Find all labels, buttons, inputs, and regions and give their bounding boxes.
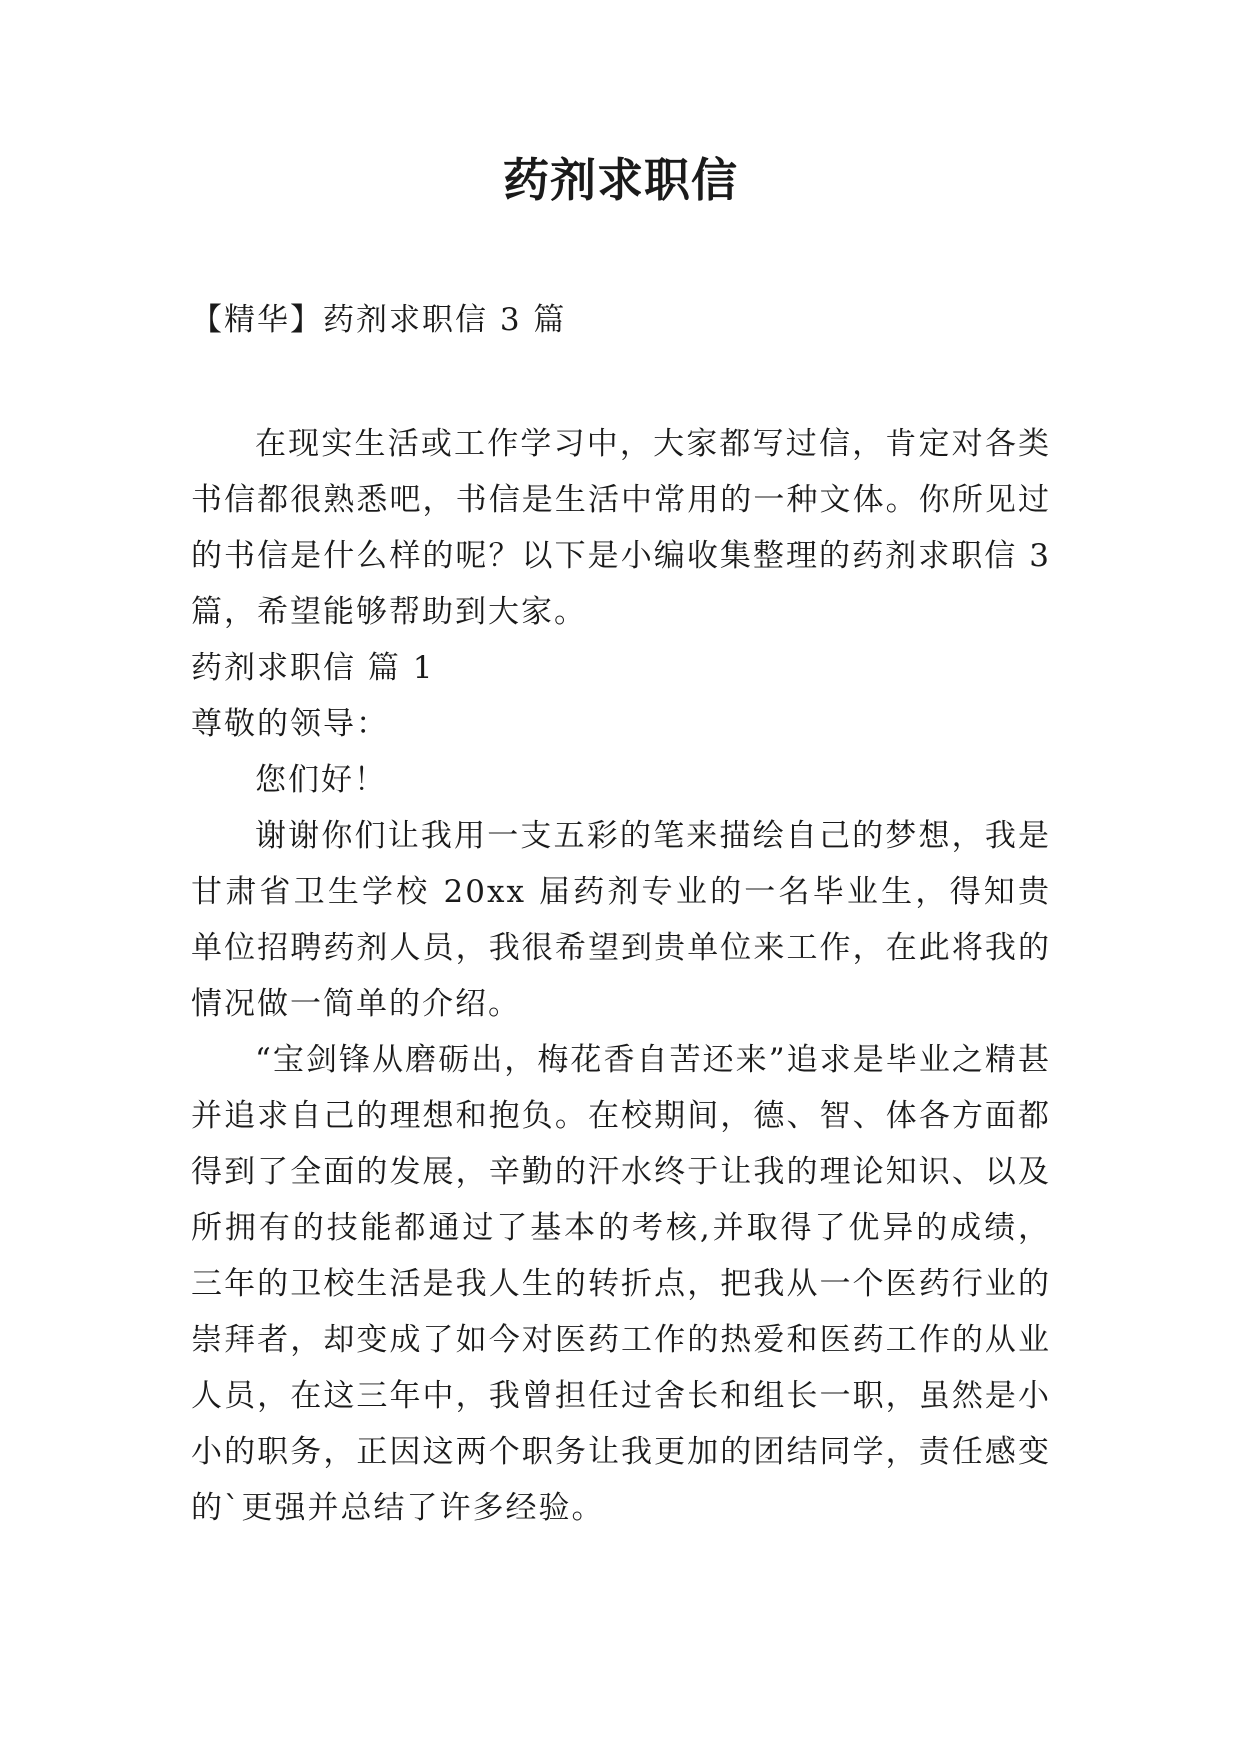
body-paragraph-1: 谢谢你们让我用一支五彩的笔来描绘自己的梦想，我是甘肃省卫生学校 20xx 届药剂专业的一名毕业生，得知贵单位招聘药剂人员，我很希望到贵单位来工作，在此将我的情况做一简单的介绍。 <box>191 818 1051 1022</box>
intro-paragraph: 在现实生活或工作学习中，大家都写过信，肯定对各类书信都很熟悉吧，书信是生活中常用的一种文体。你所见过的书信是什么样的呢？以下是小编收集整理的药剂求职信 3 篇，希望能够帮助到大家。 <box>191 426 1051 630</box>
body-paragraph-2: “宝剑锋从磨砺出，梅花香自苦还来”追求是毕业之精甚并追求自己的理想和抱负。在校期间，德、智、体各方面都得到了全面的发展，辛勤的汗水终于让我的理论知识、以及所拥有的技能都通过了基本的考核,并取得了优异的成绩，三年的卫校生活是我人生的转折点，把我从一个医药行业的崇拜者，却变成了如今对医药工作的热爱和医药工作的从业人员，在这三年中，我曾担任过舍长和组长一职，虽然是小小的职务，正因这两个职务让我更加的团结同学，责任感变的`更强并总结了许多经验。 <box>191 1042 1051 1526</box>
greeting: 您们好！ <box>255 762 387 798</box>
document-body <box>191 292 1051 1536</box>
salutation: 尊敬的领导： <box>191 706 389 742</box>
document-subtitle: 【精华】药剂求职信 3 篇 <box>191 302 567 338</box>
section-heading: 药剂求职信 篇 1 <box>191 650 435 686</box>
document-title: 药剂求职信 <box>503 153 738 207</box>
